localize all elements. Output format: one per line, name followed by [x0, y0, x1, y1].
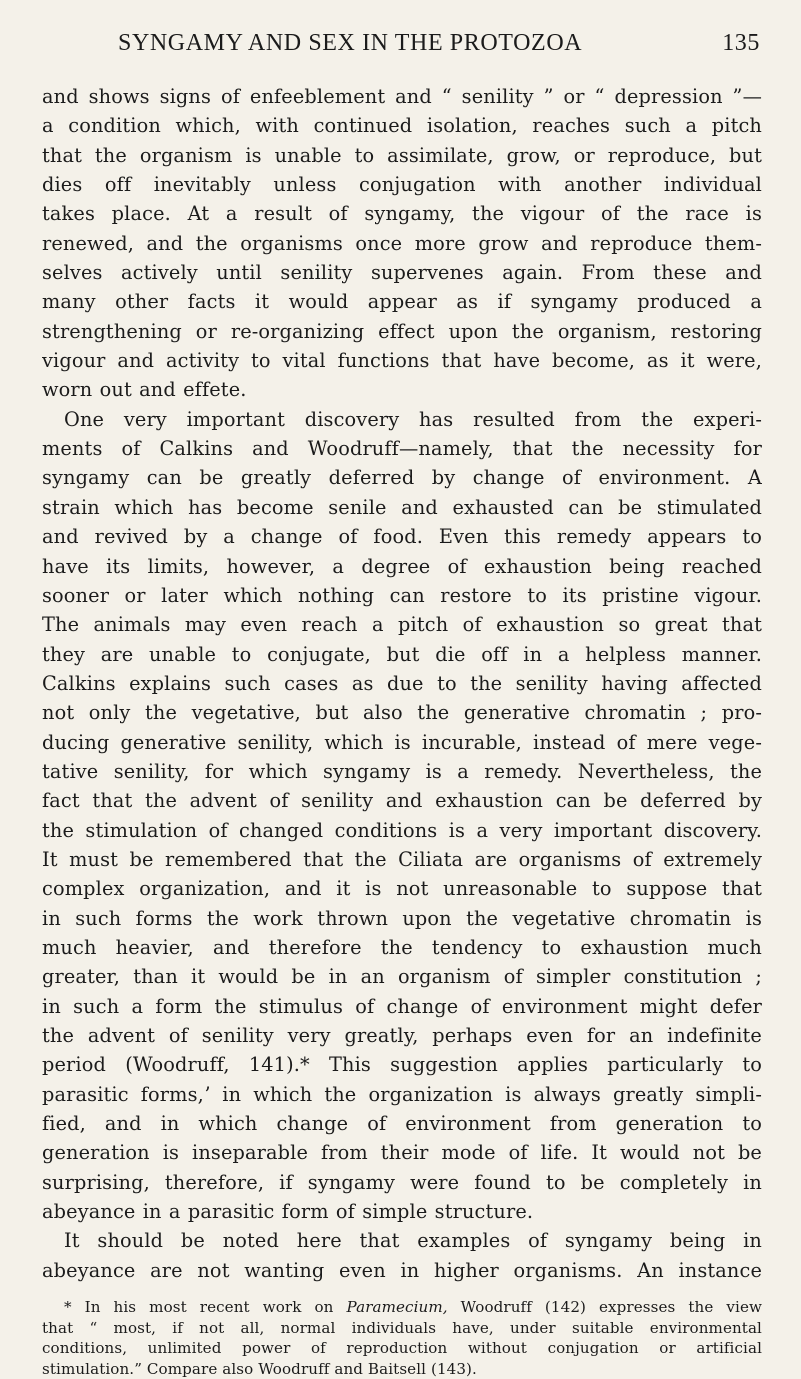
text-line: the advent of senility very greatly, perhaps even for an indefinite [42, 1024, 762, 1047]
text-line: tative senility, for which syngamy is a remedy. Nevertheless, the [42, 759, 762, 783]
text-line: fact that the advent of senility and exhaustion can be deferred by [42, 789, 762, 813]
text-line: surprising, therefore, if syngamy were found to be completely in [42, 1170, 762, 1194]
text-line: dies off inevitably unless conjugation with another individual [42, 173, 762, 197]
text-line: the stimulation of changed conditions is a very important discovery. [42, 818, 762, 842]
text-line: fied, and in which change of environment from generation to [42, 1112, 762, 1136]
text-line: that the organism is unable to assimilate, grow, or reproduce, but [42, 143, 762, 167]
running-head [42, 30, 762, 62]
text-line: ments of Calkins and Woodruff—namely, that the necessity for [42, 437, 762, 461]
text-line: they are unable to conjugate, but die off in a helpless manner. [42, 642, 762, 666]
body-text [42, 82, 762, 1285]
text-line: It must be remembered that the Ciliata are organisms of extremely [42, 847, 762, 871]
text-line: worn out and effete. [42, 378, 247, 402]
text-line: takes place. At a result of syngamy, the vigour of the race is [42, 202, 762, 226]
text-line: and revived by a change of food. Even this remedy appears to [42, 525, 762, 549]
book-page [42, 30, 762, 1379]
text-line: period (Woodruff, 141).* This suggestion applies particularly to [42, 1053, 762, 1077]
text-line: have its limits, however, a degree of exhaustion being reached [42, 554, 762, 578]
text-line: vigour and activity to vital functions that have become, as it were, [42, 349, 762, 373]
text-line: a condition which, with continued isolation, reaches such a pitch [42, 114, 762, 138]
text-line: complex organization, and it is not unreasonable to suppose that [42, 877, 762, 901]
text-line: It should be noted here that examples of syngamy being in [64, 1229, 762, 1253]
text-line: ducing generative senility, which is incurable, instead of mere vege- [42, 730, 762, 754]
text-line: parasitic forms,ʼ in which the organization is always greatly simpli- [42, 1082, 762, 1106]
running-head-title: SYNGAMY AND SEX IN THE PROTOZOA [118, 30, 583, 56]
page-number: 135 [722, 30, 760, 56]
text-line: and shows signs of enfeeblement and “ senility ” or “ depression ”— [42, 85, 762, 108]
text-line: in such forms the work thrown upon the vegetative chromatin is [42, 906, 762, 930]
text-line: in such a form the stimulus of change of environment might defer [42, 994, 762, 1018]
text-line: abeyance are not wanting even in higher organisms. An instance [42, 1258, 762, 1282]
text-line: selves actively until senility supervenes again. From these and [42, 261, 762, 285]
footnote-line: stimulation.” Compare also Woodruff and Baitsell (143). [42, 1359, 477, 1378]
text-line: renewed, and the organisms once more grow and reproduce them- [42, 231, 762, 255]
text-line: Calkins explains such cases as due to the senility having affected [42, 671, 762, 695]
text-line: generation is inseparable from their mode of life. It would not be [42, 1141, 762, 1165]
footnote-line: * In his most recent work on Paramecium, Woodruff (142) expresses the view [64, 1298, 762, 1317]
text-line: The animals may even reach a pitch of exhaustion so great that [42, 613, 762, 637]
text-line: syngamy can be greatly deferred by change of environment. A [42, 466, 762, 490]
footnote-line: that “ most, if not all, normal individuals have, under suitable environmental [42, 1318, 762, 1337]
text-line: not only the vegetative, but also the generative chromatin ; pro- [42, 701, 762, 725]
text-line: strengthening or re-organizing effect upon the organism, restoring [42, 319, 762, 343]
text-line: sooner or later which nothing can restore to its pristine vigour. [42, 583, 762, 607]
footnote-line: conditions, unlimited power of reproduction without conjugation or artificial [42, 1339, 762, 1358]
text-line: abeyance in a parasitic form of simple structure. [42, 1200, 534, 1224]
text-line: One very important discovery has resulted from the experi- [64, 407, 762, 431]
paragraph [42, 405, 762, 1227]
text-line: strain which has become senile and exhausted can be stimulated [42, 495, 762, 519]
footnote [42, 1297, 762, 1379]
paragraph [42, 82, 762, 405]
footnote-italic-term: Paramecium, [346, 1298, 448, 1317]
text-line: much heavier, and therefore the tendency to exhaustion much [42, 935, 762, 959]
paragraph [42, 1226, 762, 1285]
text-line: many other facts it would appear as if syngamy produced a [42, 290, 762, 314]
text-line: greater, than it would be in an organism of simpler constitution ; [42, 965, 762, 989]
